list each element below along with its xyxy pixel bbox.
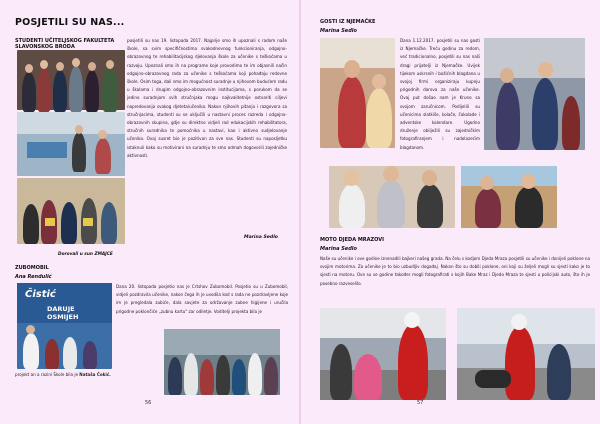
photo-german-guests xyxy=(320,38,395,148)
article2-author: Ana Rendulić xyxy=(15,274,52,280)
article1-signature: Marina Sedlo xyxy=(244,235,278,240)
article3-author: Marina Sedlo xyxy=(320,28,357,34)
van-logo-text: Čistić xyxy=(25,289,56,300)
article3-paragraph-continued xyxy=(320,149,590,167)
photo-students-group xyxy=(17,50,125,110)
page-number-right: 57 xyxy=(417,400,424,406)
photo-santa-with-students xyxy=(320,308,446,400)
photo-guests-with-students xyxy=(329,166,455,228)
van-slogan: DARUJE OSMIJEH xyxy=(47,305,79,321)
article4-author: Marina Sedlo xyxy=(320,246,357,252)
page-number-left: 56 xyxy=(145,400,152,406)
article1-paragraph: posjetili su nas 19. listopada 2017. Najprije smo ih upoznali s radom naše škole, sa svim specifičnostima svakodnevnog funkcioniranja, odgojno-obrazovnog te rehabilitacijskog djelovanja škole za učenike s teškoćama u razvoju. Upoznali smo ih na programe koje provodimo te im objasnili način odgojno-obrazovnog rada za učenike s teškoćama koji pohađaju redovne škole. Osim toga, dali smo im mogućnost suradnje u njihovom budućem radu u školama i drugim odgojno-obrazovnim institucijama, s porukom da se jedino suradnjom svih stručnjaka mogu najkvalitetnije ostvariti ciljevi napredovanja svakog djeteta/učenika. Nakon njihovih pitanja i razgovora sa stručnjacima, studenti su se uključili u nastavni proces razreda i odgojno-obrazovnih skupina, gdje su direktno vidjeli rad edukacijskih rehabilitatora, stručnih suradnika te pomoćnika u nastavi, kao i aktivno sudjelovanje učenika. Ovaj susret bio je pozitivan za sve nas. Studenti su naposljetku istaknuli kako su motivirani na suradnju te smo odmah dogovorili zajedničke aktivnosti. xyxy=(127,38,287,158)
article4-heading: MOTO DJEDA MRAZOVI xyxy=(320,237,384,243)
article2-heading: ZUBOMOBIL xyxy=(15,265,49,271)
photo-classroom xyxy=(17,112,125,176)
photo-santa-motorbike xyxy=(457,308,595,400)
right-page xyxy=(301,0,600,424)
photo-caption: Dorovali u sun ZMAJCE xyxy=(58,252,113,257)
photo-zubomobil-children xyxy=(164,329,280,395)
photo-group-diplomas xyxy=(17,178,125,244)
article4-paragraph: Naše su učenike i ove godine iznenadili bajkeri našeg grada. Na čelu s kodjom Djeda Mraza posjetili su učenike i donijeli poklone na svojim motorima. Za učenike je to bio uzbudljiv događaj. Nakon što su dobili poklone, oni koji su željeli mogli su sjesti kako je to sjesti na motoru. Ove su se godine također mogli fotografirati s kojih Bake Mraz i Djeda Mraza te sjesti u policijski auto, što ih je posebno razveselilo. xyxy=(320,256,590,286)
article3-heading: GOSTI IZ NJEMAČKE xyxy=(320,19,376,25)
left-page xyxy=(0,0,299,424)
article3-paragraph: Dana 1.12.2017. posjetili su nas gosti iz Njemačke. Treću godinu za redom, već tradicionalno, posjetili su nas naši dragi prijatelji iz Njemačke. Uvijek tijekom uskrsnih i božićnih blagdana u svojoj firmi organiziraju kupnju prigodnih darova za naše učenike. Ovaj put došao nam je Kruno sa svojom zaručnicom. Podijelili su učenicima slatkiše, kolače, čokolade i adventske kalendare. Ugodno druženje obilježili su zajedničkim fotografiranjem i nadolazećim blagdanom. xyxy=(400,38,480,150)
section-title: POSJETILI SU NAS... xyxy=(15,17,125,28)
photo-zubomobil-van xyxy=(17,283,112,369)
article2-paragraph: Dana 20. listopada posjetio nas je Crtshov Zubomobil. Posjetio su u Zubomobil, vidjeli pozdravila učenike, nakon čega ih je uvodila kod s rada ne pozdravljene koje im je pregledala zubiće, dala savjete za održavanje zubne higijene i uručila prigodne poklončiće „zubnu kartu" zar odiletje. Voditelji projekta bila je xyxy=(116,284,288,314)
article1-heading: STUDENTI UČITELJSKOG FAKULTETA SLAVONSKOG BRODA xyxy=(15,38,115,50)
photo-german-guests-2 xyxy=(484,38,585,150)
article2-paragraph-end: projekt an a razini Škole bila je Nataša Čokić. xyxy=(15,372,111,377)
photo-guests-gifts xyxy=(461,166,557,228)
